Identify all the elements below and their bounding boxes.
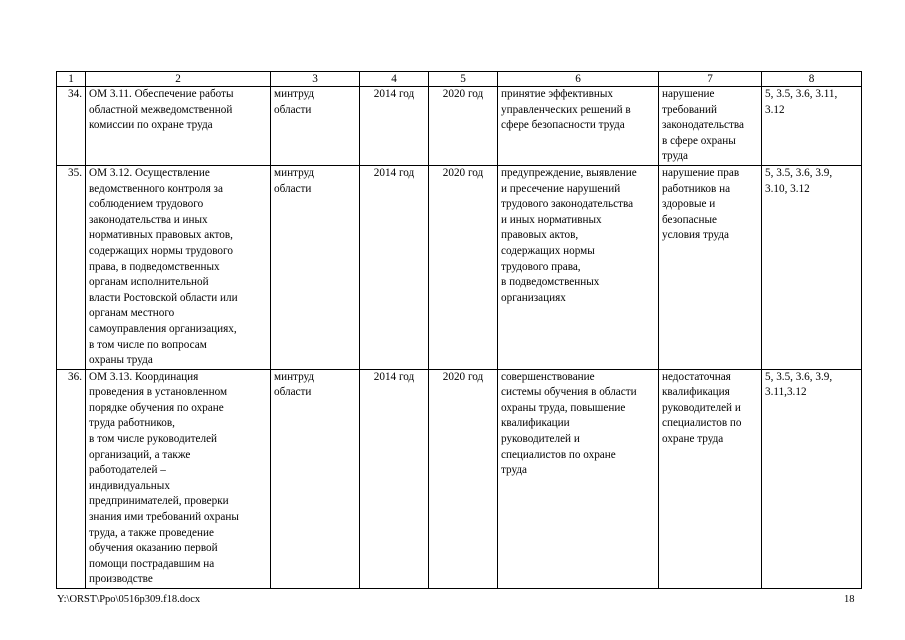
page-number: 18 xyxy=(844,594,855,605)
measure-name-line: труда, а также проведение xyxy=(89,526,214,539)
start-year-cell: 2014 год xyxy=(360,165,429,369)
header-cell: 6 xyxy=(498,72,659,87)
expected-result-line: руководителей и xyxy=(501,433,580,446)
end-year-cell: 2020 год xyxy=(429,165,498,369)
indicator-link-line: 3.11,3.12 xyxy=(765,386,807,399)
start-year-cell: 2014 год xyxy=(360,369,429,588)
executor-line: области xyxy=(274,182,312,195)
expected-result-line: специалистов по охране xyxy=(501,448,616,461)
table-header-row xyxy=(57,72,862,87)
non-fulfilment-consequence-line: охране труда xyxy=(662,433,724,446)
measure-name-line: в том числе руководителей xyxy=(89,433,218,446)
executor-cell xyxy=(271,369,360,588)
expected-result-cell xyxy=(498,369,659,588)
measure-name-line: комиссии по охране труда xyxy=(89,119,213,132)
measure-name-line: областной межведомственной xyxy=(89,103,233,116)
expected-result-cell xyxy=(498,165,659,369)
measure-name-cell xyxy=(86,369,271,588)
indicator-link-line: 5, 3.5, 3.6, 3.9, xyxy=(765,166,833,179)
expected-result-line: охраны труда, повышение xyxy=(501,401,626,414)
expected-result-line: правовых актов, xyxy=(501,229,579,242)
expected-result-line: и пресечение нарушений xyxy=(501,182,621,195)
measure-name-line: ОМ 3.11. Обеспечение работы xyxy=(89,88,234,100)
non-fulfilment-consequence-line: руководителей и xyxy=(662,401,741,414)
indicator-link-line: 5, 3.5, 3.6, 3.9, xyxy=(765,370,833,383)
non-fulfilment-consequence-line: недостаточная xyxy=(662,370,731,383)
executor-line: области xyxy=(274,386,312,399)
measure-name-line: охраны труда xyxy=(89,354,153,367)
indicator-link-line: 3.10, 3.12 xyxy=(765,182,810,195)
table-body xyxy=(57,87,862,589)
executor-line: минтруд xyxy=(274,370,315,383)
measure-name-line: производстве xyxy=(89,573,153,586)
header-cell: 2 xyxy=(86,72,271,87)
non-fulfilment-consequence-line: безопасные xyxy=(662,213,717,226)
table-row xyxy=(57,165,862,369)
expected-result-line: квалификации xyxy=(501,417,570,430)
measure-name-line: знания ими требований охраны xyxy=(89,511,239,524)
non-fulfilment-consequence-line: условия труда xyxy=(662,229,729,242)
expected-result-line: содержащих нормы xyxy=(501,244,595,257)
expected-result-line: предупреждение, выявление xyxy=(501,166,637,179)
non-fulfilment-consequence-line: работников на xyxy=(662,182,731,195)
non-fulfilment-consequence-line: квалификация xyxy=(662,386,730,399)
expected-result-line: трудового законодательства xyxy=(501,198,634,211)
expected-result-line: в подведомственных xyxy=(501,276,600,289)
measure-name-line: ОМ 3.13. Координация xyxy=(89,370,199,383)
header-cell: 4 xyxy=(360,72,429,87)
expected-result-line: управленческих решений в xyxy=(501,103,631,116)
executor-line: области xyxy=(274,103,312,116)
row-number-cell: 36. xyxy=(57,369,86,588)
header-cell: 1 xyxy=(57,72,86,87)
row-number-cell: 35. xyxy=(57,165,86,369)
measure-name-line: в том числе по вопросам xyxy=(89,338,207,351)
table-row xyxy=(57,87,862,166)
non-fulfilment-consequence-cell xyxy=(659,369,762,588)
measure-name-cell xyxy=(86,165,271,369)
header-cell: 5 xyxy=(429,72,498,87)
measure-name-line: предпринимателей, проверки xyxy=(89,495,229,508)
measure-name-line: органам исполнительной xyxy=(89,276,209,289)
row-number-cell: 34. xyxy=(57,87,86,166)
non-fulfilment-consequence-line: требований xyxy=(662,103,717,116)
executor-line: минтруд xyxy=(274,166,315,179)
executor-cell xyxy=(271,165,360,369)
non-fulfilment-consequence-line: законодательства xyxy=(662,119,744,132)
measure-name-line: власти Ростовской области или xyxy=(89,291,238,304)
expected-result-line: организациях xyxy=(501,291,566,304)
header-cell: 7 xyxy=(659,72,762,87)
table-row xyxy=(57,369,862,588)
non-fulfilment-consequence-cell xyxy=(659,165,762,369)
non-fulfilment-consequence-line: здоровые и xyxy=(662,198,716,211)
header-cell: 3 xyxy=(271,72,360,87)
measure-name-line: индивидуальных xyxy=(89,479,170,492)
measure-name-line: права, в подведомственных xyxy=(89,260,220,273)
measure-name-line: организаций, а также xyxy=(89,448,191,461)
non-fulfilment-consequence-line: нарушение xyxy=(662,88,715,100)
expected-result-cell xyxy=(498,87,659,166)
measure-name-line: порядке обучения по охране xyxy=(89,401,224,414)
measure-name-cell xyxy=(86,87,271,166)
expected-result-line: сфере безопасности труда xyxy=(501,119,625,132)
non-fulfilment-consequence-line: в сфере охраны xyxy=(662,134,736,147)
non-fulfilment-consequence-cell xyxy=(659,87,762,166)
expected-result-line: труда xyxy=(501,464,528,477)
indicator-link-cell xyxy=(762,165,862,369)
measure-name-line: помощи пострадавшим на xyxy=(89,557,215,570)
indicator-link-cell xyxy=(762,369,862,588)
header-cell: 8 xyxy=(762,72,862,87)
measure-name-line: соблюдением трудового xyxy=(89,198,204,211)
end-year-cell: 2020 год xyxy=(429,87,498,166)
measure-name-line: органам местного xyxy=(89,307,175,320)
non-fulfilment-consequence-line: специалистов по xyxy=(662,417,742,430)
non-fulfilment-consequence-line: труда xyxy=(662,150,689,163)
measure-name-line: работодателей – xyxy=(89,464,166,477)
footer-file-path: Y:\ORST\Ppo\0516p309.f18.docx xyxy=(57,594,201,605)
expected-result-line: трудового права, xyxy=(501,260,581,273)
measure-name-line: содержащих нормы трудового xyxy=(89,244,233,257)
expected-result-line: принятие эффективных xyxy=(501,88,614,100)
measures-table xyxy=(56,71,862,589)
executor-cell xyxy=(271,87,360,166)
measure-name-line: законодательства и иных xyxy=(89,213,208,226)
indicator-link-line: 5, 3.5, 3.6, 3.11, xyxy=(765,88,838,100)
expected-result-line: системы обучения в области xyxy=(501,386,637,399)
end-year-cell: 2020 год xyxy=(429,369,498,588)
indicator-link-cell xyxy=(762,87,862,166)
non-fulfilment-consequence-line: нарушение прав xyxy=(662,166,740,179)
executor-line: минтруд xyxy=(274,88,315,100)
measure-name-line: нормативных правовых актов, xyxy=(89,229,233,242)
expected-result-line: и иных нормативных xyxy=(501,213,602,226)
measure-name-line: труда работников, xyxy=(89,417,175,430)
measure-name-line: обучения оказанию первой xyxy=(89,542,218,555)
measure-name-line: проведения в установленном xyxy=(89,386,228,399)
expected-result-line: совершенствование xyxy=(501,370,595,383)
measure-name-line: самоуправления организациях, xyxy=(89,322,237,335)
indicator-link-line: 3.12 xyxy=(765,103,785,116)
measure-name-line: ведомственного контроля за xyxy=(89,182,223,195)
measure-name-line: ОМ 3.12. Осуществление xyxy=(89,166,210,179)
start-year-cell: 2014 год xyxy=(360,87,429,166)
